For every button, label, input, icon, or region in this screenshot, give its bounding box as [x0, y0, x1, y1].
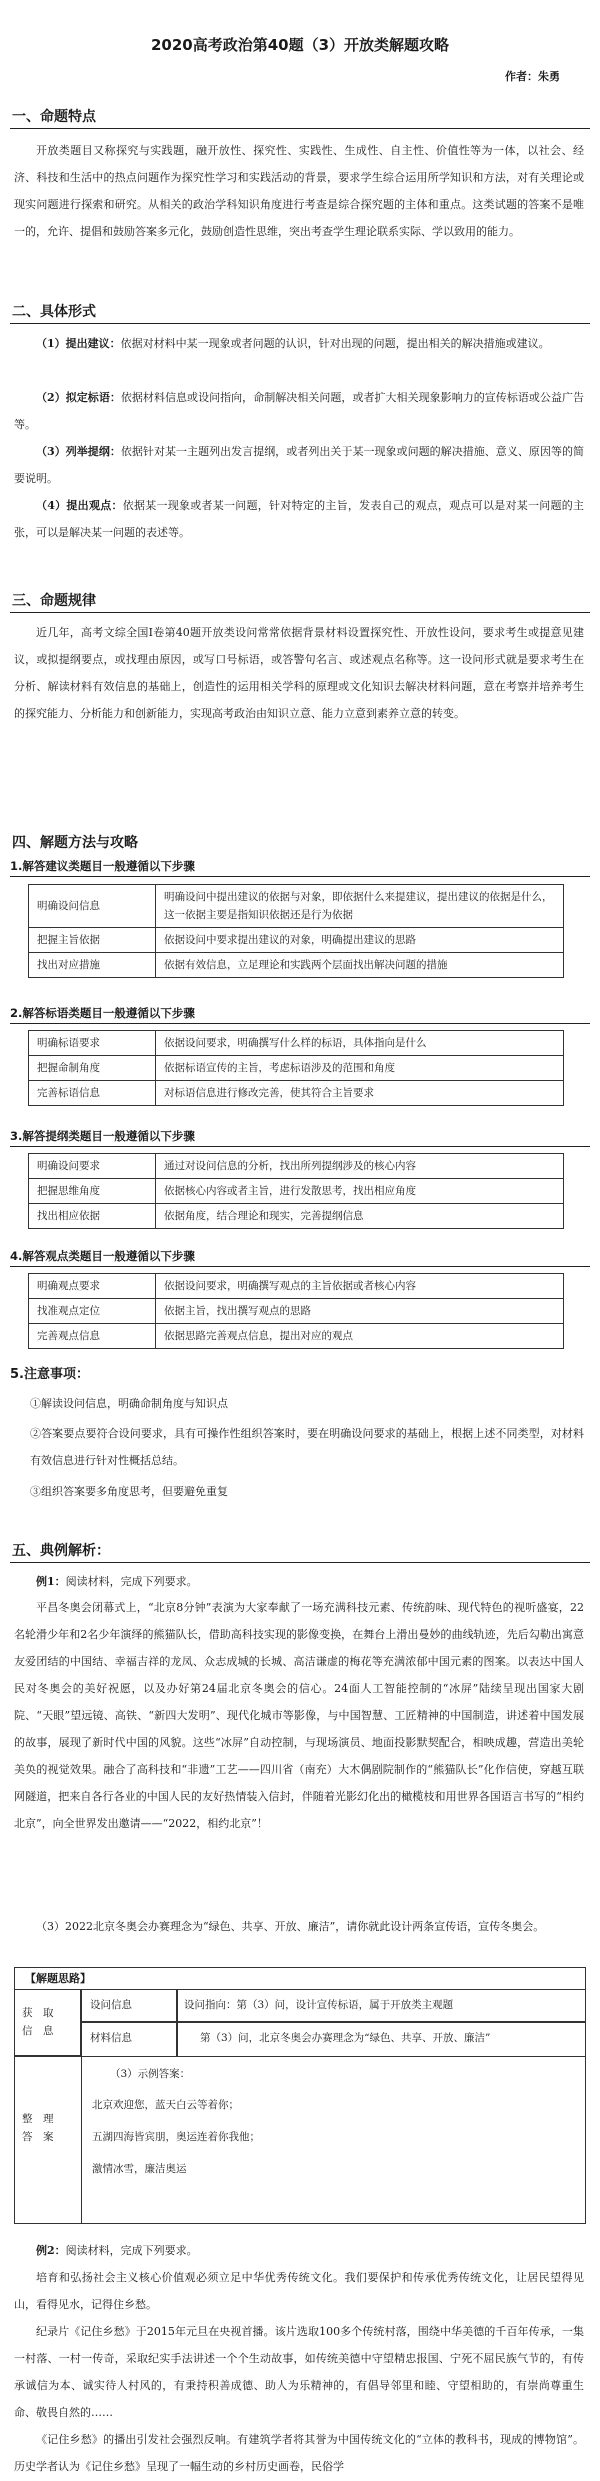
example-label: 例2：	[36, 2244, 66, 2257]
step-desc: 依据主旨，找出撰写观点的思路	[156, 1299, 564, 1324]
section-divider	[10, 1146, 590, 1147]
paragraph: 开放类题目又称探究与实践题，融开放性、探究性、实践性、生成性、自主性、价值性等为一体，以社会、经济、科技和生活中的热点问题作为探究性学习和实践活动的背景，要求学生综合运用所学知识和方法，对有关理论或现实问题进行探索和研究。从相关的政治学科知识角度进行考查是综合探究题的主体和重点。这类试题的答案不是唯一的，允许、提倡和鼓励答案多元化，鼓励创造性思维，突出考查学生理论联系实际、学以致用的能力。	[14, 144, 584, 238]
notes-title: 5.注意事项：	[10, 1367, 89, 1382]
step-name: 明确标语要求	[29, 1031, 156, 1056]
table-row	[29, 1179, 564, 1204]
table-row	[29, 1204, 564, 1229]
example-1-intro	[14, 1568, 584, 1595]
step-desc: 对标语信息进行修改完善，使其符合主旨要求	[156, 1081, 564, 1106]
page-title: 2020高考政治第40题（3）开放类解题攻略	[150, 36, 450, 54]
step-name: 完善观点信息	[29, 1324, 156, 1349]
section-heading-3: 三、命题规律	[12, 593, 96, 609]
table-row	[29, 885, 564, 928]
answer-item: 激情冰雪，廉洁奥运	[92, 2163, 187, 2175]
subsection-title-4: 4.解答观点类题目一般遵循以下步骤	[10, 1249, 195, 1263]
step-desc: 依据有效信息，立足理论和实践两个层面找出解决问题的措施	[156, 953, 564, 978]
section-heading-1: 一、命题特点	[12, 109, 96, 125]
step-desc: 依据设问中要求提出建议的对象，明确提出建议的思路	[156, 928, 564, 953]
note-item-2: ②答案要点要符合设问要求，具有可操作性组织答案时，要在明确设问要求的基础上，根据上述不同类型，对材料有效信息进行针对性概括总结。	[30, 1427, 584, 1467]
note-item-3: ③组织答案要多角度思考，但要避免重复	[30, 1485, 228, 1498]
step-desc: 依据思路完善观点信息，提出对应的观点	[156, 1324, 564, 1349]
section-divider	[10, 128, 590, 129]
example-2-para-3: 《记住乡愁》的播出引发社会强烈反响。有建筑学者将其誉为中国传统文化的“立体的教科书，现成的博物馆”。历史学者认为《记住乡愁》呈现了一幅生动的乡村历史画卷，民俗学	[14, 2433, 584, 2473]
answer-item: 五湖四海皆宾朋，奥运连着你我他；	[92, 2131, 260, 2143]
material-info-text: 第（3）问，北京冬奥会办赛理念为“绿色、共享、开放、廉洁”	[200, 2032, 491, 2044]
example-intro-text: 阅读材料，完成下列要求。	[65, 1575, 198, 1588]
steps-table-3	[28, 1153, 564, 1229]
step-name: 明确设问要求	[29, 1154, 156, 1179]
table-row	[29, 928, 564, 953]
subsection-title-2: 2.解答标语类题目一般遵循以下步骤	[10, 1006, 195, 1020]
section-divider	[10, 612, 590, 613]
section-heading-5: 五、典例解析：	[12, 1543, 110, 1559]
step-name: 找出相应依据	[29, 1204, 156, 1229]
step-desc: 依据核心内容或者主旨，进行发散思考，找出相应角度	[156, 1179, 564, 1204]
example-2-para-1: 培育和弘扬社会主义核心价值观必须立足中华优秀传统文化。我们要保护和传承优秀传统文化，让居民望得见山，看得见水，记得住乡愁。	[14, 2271, 584, 2311]
form-item-label: （4）提出观点：	[36, 499, 123, 512]
subsection-title-3: 3.解答提纲类题目一般遵循以下步骤	[10, 1129, 195, 1143]
section-divider	[10, 1562, 590, 1563]
step-desc: 依据设问要求，明确撰写观点的主旨依据或者核心内容	[156, 1274, 564, 1299]
question-info-text: 设问指向：第（3）问，设计宣传标语，属于开放类主观题	[184, 1999, 454, 2011]
table-row	[29, 1056, 564, 1081]
step-desc: 依据设问要求，明确撰写什么样的标语，具体指向是什么	[156, 1031, 564, 1056]
example-2-para-2: 纪录片《记住乡愁》于2015年元旦在央视首播。该片选取100多个传统村落，围绕中华美德的千百年传承，一集一村落、一村一传奇，采取纪实手法讲述一个个生动故事，如传统美德中守望精忠报国、宁死不屈民族气节的，有传承诚信为本、诚实待人村风的，有秉持积善成德、助人为乐精神的，有倡导邻里和睦、守望相助的，有崇尚尊重生命、敬畏自然的……	[14, 2325, 584, 2419]
answer-heading: （3）示例答案：	[110, 2068, 191, 2080]
table-row	[29, 1031, 564, 1056]
step-name: 把握思维角度	[29, 1179, 156, 1204]
answer-item: 北京欢迎您，蓝天白云等着你；	[92, 2099, 239, 2111]
get-info-label: 获 取 信 息	[22, 2007, 54, 2037]
paragraph: 近几年，高考文综全国Ⅰ卷第40题开放类设问常常依据背景材料设置探究性、开放性设问，要求考生或提意见建议，或拟提纲要点，或找理由原因，或写口号标语，或答警句名言、或述观点名称等。这一设问形式就是要求考生在分析、解读材料有效信息的基础上，创造性的运用相关学科的原理或文化知识去解决材料问题，意在考察并培养考生的探究能力、分析能力和创新能力，实现高考政治由知识立意、能力立意到素养立意的转变。	[14, 626, 584, 720]
table-row	[29, 1299, 564, 1324]
form-item-4	[14, 492, 584, 546]
step-name: 明确设问信息	[29, 885, 156, 928]
section-heading-4: 四、解题方法与攻略	[12, 835, 138, 851]
example-1-question: （3）2022北京冬奥会办赛理念为“绿色、共享、开放、廉洁”，请你就此设计两条宣传语，宣传冬奥会。	[36, 1920, 545, 1933]
section-divider	[10, 1023, 590, 1024]
subsection-title-1: 1.解答建议类题目一般遵循以下步骤	[10, 859, 195, 873]
form-item-label: （2）拟定标语：	[36, 391, 121, 404]
step-name: 找出对应措施	[29, 953, 156, 978]
form-item-1	[14, 330, 584, 357]
form-item-text: 依据对材料中某一现象或者问题的认识，针对出现的问题，提出相关的解决措施或建议。	[120, 337, 550, 350]
table-row	[29, 1274, 564, 1299]
material-info-label: 材料信息	[90, 2032, 132, 2044]
table-row	[29, 1081, 564, 1106]
form-item-text: 依据某一现象或者某一问题，针对特定的主旨，发表自己的观点，观点可以是对某一问题的主张，可以是解决某一问题的表述等。	[14, 499, 585, 539]
table-row	[29, 953, 564, 978]
step-name: 明确观点要求	[29, 1274, 156, 1299]
example-2-intro	[14, 2237, 584, 2264]
step-desc: 依据标语宣传的主旨，考虑标语涉及的范围和角度	[156, 1056, 564, 1081]
form-item-label: （3）列举提纲：	[36, 445, 121, 458]
section-heading-2: 二、具体形式	[12, 304, 96, 320]
table-row	[29, 1324, 564, 1349]
step-desc: 通过对设问信息的分析，找出所列提纲涉及的核心内容	[156, 1154, 564, 1179]
form-item-text: 依据材料信息或设问指向，命制解决相关问题，或者扩大相关现象影响力的宣传标语或公益广告等。	[14, 391, 584, 431]
example-intro-text: 阅读材料，完成下列要求。	[65, 2244, 198, 2257]
steps-table-4	[28, 1273, 564, 1349]
step-name: 把握命制角度	[29, 1056, 156, 1081]
table-row	[29, 1154, 564, 1179]
step-desc: 依据角度，结合理论和现实，完善提纲信息	[156, 1204, 564, 1229]
steps-table-2	[28, 1030, 564, 1106]
organize-answer-label: 整 理 答 案	[22, 2113, 54, 2143]
form-item-label: （1）提出建议：	[36, 337, 121, 350]
form-item-3	[14, 438, 584, 492]
step-desc: 明确设问中提出建议的依据与对象，即依据什么来提建议，提出建议的依据是什么，这一依据主要是指知识依据还是行为依据	[156, 885, 564, 928]
example-label: 例1：	[36, 1575, 66, 1588]
solution-title: 【解题思路】	[25, 1972, 91, 1985]
author-line: 作者：朱勇	[505, 70, 560, 83]
question-info-label: 设问信息	[90, 1999, 132, 2011]
example-1-material: 平昌冬奥会闭幕式上，“北京8分钟”表演为大家奉献了一场充满科技元素、传统韵味、现代特色的视听盛宴，22名轮滑少年和2名少年演绎的熊猫队长，借助高科技实现的影像变换，在舞台上滑出曼妙的曲线轨迹，先后勾勒出寓意友爱团结的中国结、幸福吉祥的龙凤、众志成城的长城、高洁谦虚的梅花等充满浓郁中国元素的图案。以表达中国人民对冬奥会的美好祝愿，以及办好第24届北京冬奥会的信心。24面人工智能控制的“冰屏”陆续呈现出国家大剧院、“天眼”望远镜、高铁、“新四大发明”、现代化城市等影像，与中国智慧、工匠精神的中国制造，讲述着中国发展的故事，展现了新时代中国的风貌。这些“冰屏”自动控制，与现场演员、地面投影默契配合，相映成趣，营造出美轮美奂的视觉效果。融合了高科技和“非遗”工艺——四川省（南充）大木偶剧院制作的“熊猫队长”化作信使，穿越互联网隧道，把来自各行各业的中国人民的友好热情装入信封，伴随着光影幻化出的橄榄枝和用世界各国语言书写的“相约北京”，向全世界发出邀请——“2022，相约北京”！	[14, 1601, 584, 1830]
form-item-text: 依据针对某一主题列出发言提纲，或者列出关于某一现象或问题的解决措施、意义、原因等的简要说明。	[14, 445, 584, 485]
section-divider	[10, 323, 590, 324]
step-name: 找准观点定位	[29, 1299, 156, 1324]
form-item-2	[14, 384, 584, 438]
steps-table-1	[28, 884, 564, 978]
section-divider	[10, 1266, 590, 1267]
step-name: 把握主旨依据	[29, 928, 156, 953]
section-divider	[10, 876, 590, 877]
note-item-1: ①解读设问信息，明确命制角度与知识点	[30, 1397, 228, 1410]
step-name: 完善标语信息	[29, 1081, 156, 1106]
